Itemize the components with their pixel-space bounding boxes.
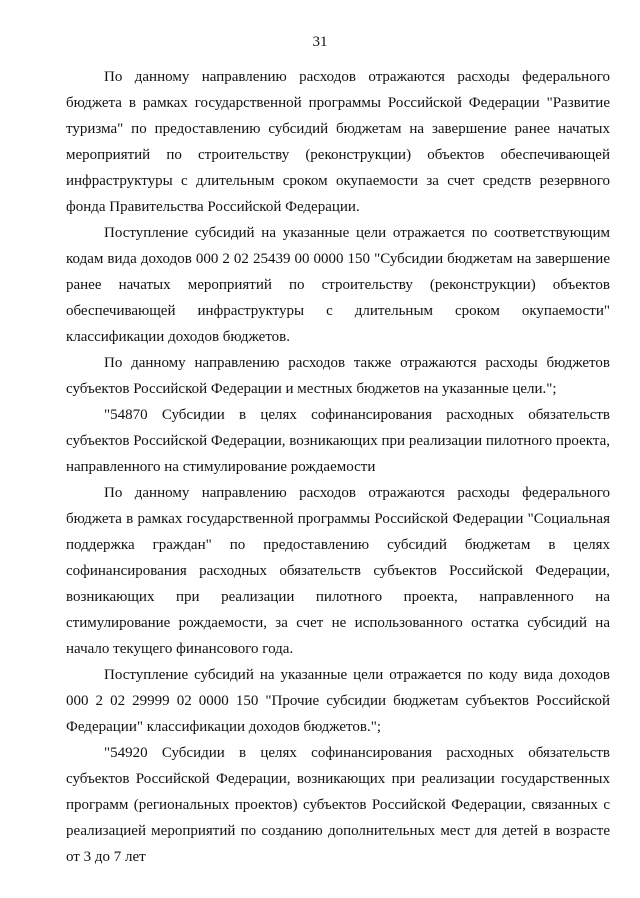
paragraph: Поступление субсидий на указанные цели отражается по соответствующим кодам вида доходов 000 2 02 25439 00 0000 150 "Субсидии бюджетам на завершение ранее начатых мероприятий по строительству (реконструкции) объектов обеспечивающей инфраструктуры с длительным сроком окупаемости" классификации доходов бюджетов. xyxy=(66,225,610,345)
paragraph: По данному направлению расходов также отражаются расходы бюджетов субъектов Российской Федерации и местных бюджетов на указанные цели."; xyxy=(66,355,610,397)
page-number: 31 xyxy=(312,34,328,50)
paragraph: Поступление субсидий на указанные цели отражается по коду вида доходов 000 2 02 29999 02 0000 150 "Прочие субсидии бюджетам субъектов Российской Федерации" классификации доходов бюджетов."; xyxy=(66,667,610,735)
paragraph: "54920 Субсидии в целях софинансирования расходных обязательств субъектов Российской Федерации, возникающих при реализации государственных программ (региональных проектов) субъектов Российской Федерации, связанных с реализацией мероприятий по созданию дополнительных мест для детей в возрасте от 3 до 7 лет xyxy=(66,745,610,865)
paragraph: "54870 Субсидии в целях софинансирования расходных обязательств субъектов Российской Федерации, возникающих при реализации пилотного проекта, направленного на стимулирование рождаемости xyxy=(66,407,610,475)
paragraph: По данному направлению расходов отражаются расходы федерального бюджета в рамках государственной программы Российской Федерации "Социальная поддержка граждан" по предоставлению субсидий бюджетам в целях софинансирования расходных обязательств субъектов Российской Федерации, возникающих при реализации пилотного проекта, направленного на стимулирование рождаемости, за счет не использованного остатка субсидий на начало текущего финансового года. xyxy=(66,485,610,657)
document-body xyxy=(66,64,610,870)
paragraph: По данному направлению расходов отражаются расходы федерального бюджета в рамках государственной программы Российской Федерации "Развитие туризма" по предоставлению субсидий бюджетам на завершение ранее начатых мероприятий по строительству (реконструкции) объектов обеспечивающей инфраструктуры с длительным сроком окупаемости за счет средств резервного фонда Правительства Российской Федерации. xyxy=(66,69,610,215)
